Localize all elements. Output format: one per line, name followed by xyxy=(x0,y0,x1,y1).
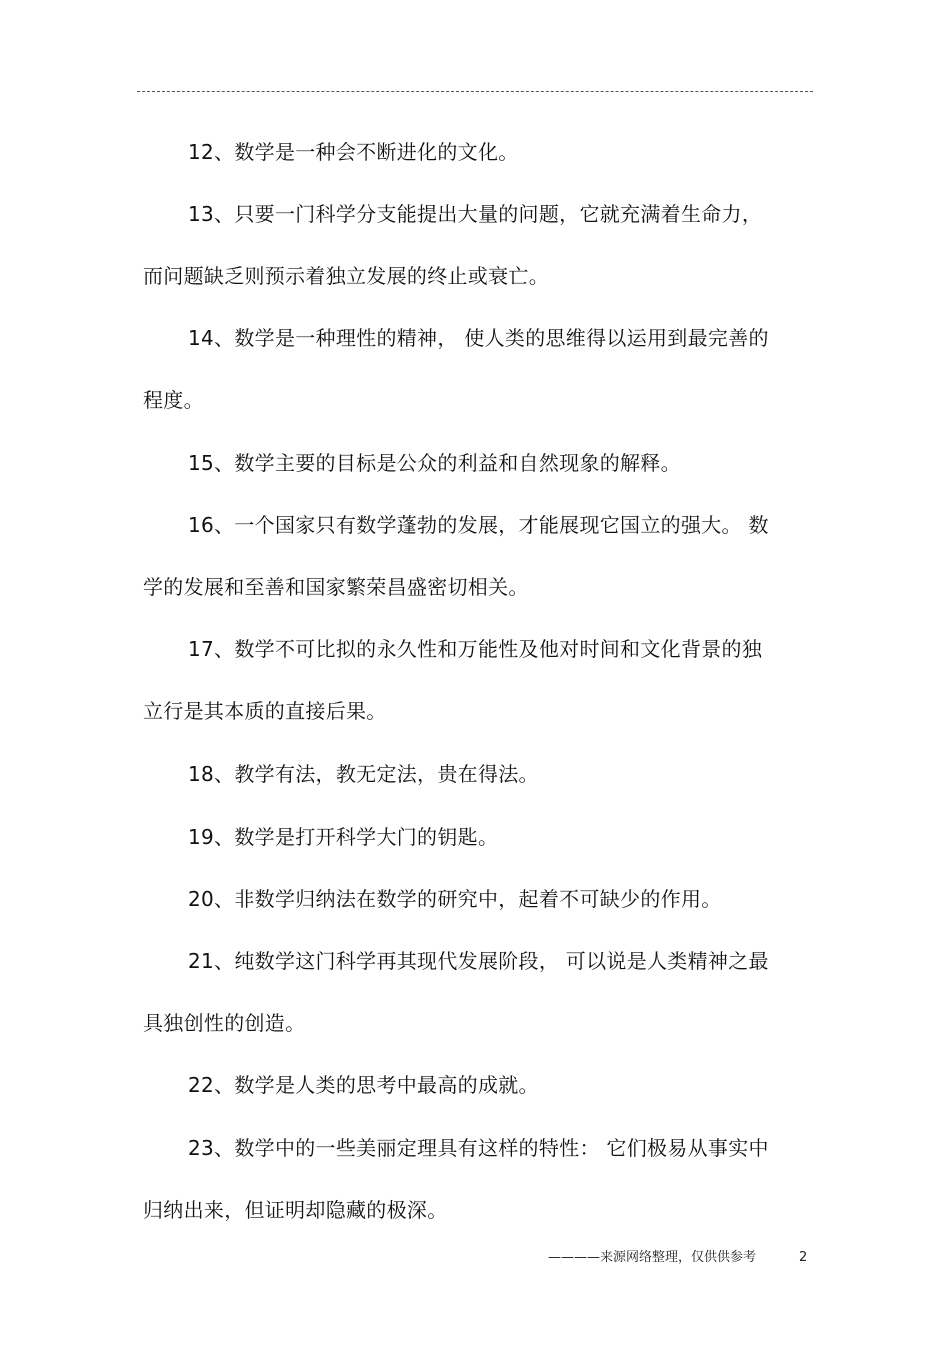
quote-line: 20、非数学归纳法在数学的研究中，起着不可缺少的作用。 xyxy=(188,887,722,911)
quote-line: 15、数学主要的目标是公众的利益和自然现象的解释。 xyxy=(188,451,681,475)
quote-line-continued: 而问题缺乏则预示着独立发展的终止或衰亡。 xyxy=(143,264,549,288)
quote-line-continued: 立行是其本质的直接后果。 xyxy=(143,699,387,723)
quote-line: 17、数学不可比拟的永久性和万能性及他对时间和文化背景的独 xyxy=(188,637,763,661)
quote-line-continued: 归纳出来，但证明却隐藏的极深。 xyxy=(143,1198,448,1222)
footer-source-note: ————来源网络整理，仅供供参考 xyxy=(548,1250,757,1265)
quote-line: 19、数学是打开科学大门的钥匙。 xyxy=(188,825,499,849)
quote-line-continued: 程度。 xyxy=(143,388,204,412)
quote-line-continued: 学的发展和至善和国家繁荣昌盛密切相关。 xyxy=(143,575,529,599)
header-rule xyxy=(137,91,813,92)
page-number: 2 xyxy=(799,1250,808,1265)
quote-line: 23、数学中的一些美丽定理具有这样的特性： 它们极易从事实中 xyxy=(188,1136,769,1160)
quote-line: 13、只要一门科学分支能提出大量的问题，它就充满着生命力， xyxy=(188,202,763,226)
quote-line-continued: 具独创性的创造。 xyxy=(143,1011,306,1035)
quote-line: 21、纯数学这门科学再其现代发展阶段， 可以说是人类精神之最 xyxy=(188,949,769,973)
quote-line: 12、数学是一种会不断进化的文化。 xyxy=(188,140,519,164)
quote-line: 14、数学是一种理性的精神， 使人类的思维得以运用到最完善的 xyxy=(188,326,769,350)
quote-line: 18、教学有法，教无定法，贵在得法。 xyxy=(188,762,539,786)
quote-line: 16、一个国家只有数学蓬勃的发展，才能展现它国立的强大。 数 xyxy=(188,513,769,537)
quote-line: 22、数学是人类的思考中最高的成就。 xyxy=(188,1073,539,1097)
